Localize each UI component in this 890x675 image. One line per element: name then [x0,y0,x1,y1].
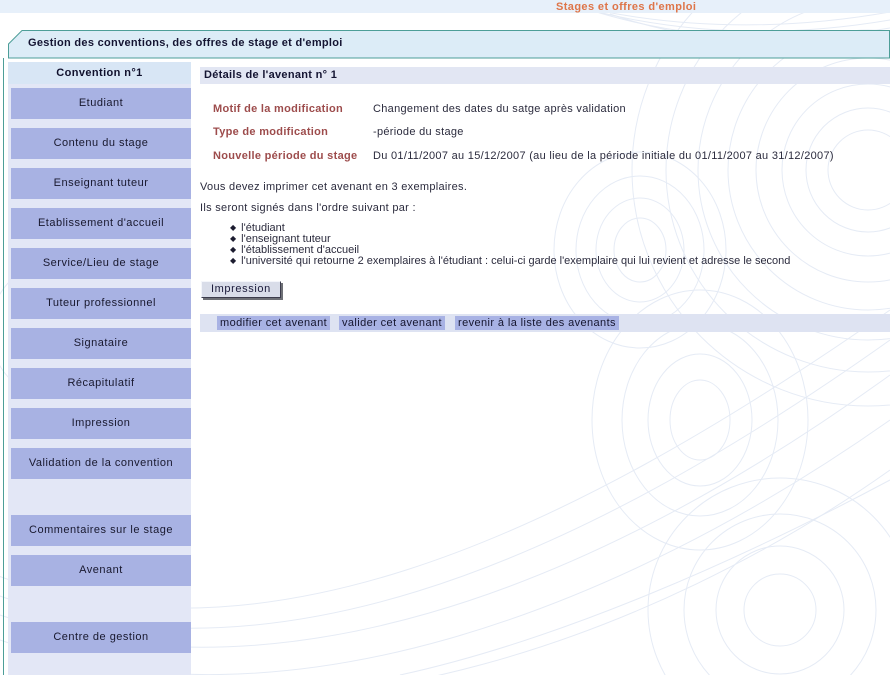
diamond-bullet-icon: ◆ [230,256,237,265]
sidebar-item-signataire[interactable]: Signataire [11,328,191,359]
app-title: Stages et offres d'emploi [556,1,697,13]
diamond-bullet-icon: ◆ [230,245,237,254]
bullet-text: l'établissement d'accueil [241,244,360,256]
field-label-type: Type de modification [213,126,329,138]
sidebar-item-validation-convention[interactable]: Validation de la convention [11,448,191,479]
sidebar-item-impression[interactable]: Impression [11,408,191,439]
field-value-periode: Du 01/11/2007 au 15/12/2007 (au lieu de la période initiale du 01/11/2007 au 31/12/2007) [373,150,834,162]
section-title: Détails de l'avenant n° 1 [204,69,338,81]
field-value-motif: Changement des dates du satge après validation [373,103,626,115]
impression-button[interactable]: Impression [201,281,281,298]
field-label-periode: Nouvelle période du stage [213,150,358,162]
sidebar-item-etablissement-accueil[interactable]: Etablissement d'accueil [11,208,191,239]
sidebar-spacer [8,595,191,622]
bullet-text: l'enseignant tuteur [241,233,331,245]
sidebar-item-centre-de-gestion[interactable]: Centre de gestion [11,622,191,653]
sidebar-item-etudiant[interactable]: Etudiant [11,88,191,119]
field-row-periode [213,150,890,164]
sidebar-item-enseignant-tuteur[interactable]: Enseignant tuteur [11,168,191,199]
sidebar-item-service-lieu-de-stage[interactable]: Service/Lieu de stage [11,248,191,279]
sidebar-item-tuteur-professionnel[interactable]: Tuteur professionnel [11,288,191,319]
diamond-bullet-icon: ◆ [230,223,237,232]
field-label-motif: Motif de la modification [213,103,344,115]
field-row-type [213,126,890,140]
content-left-border [3,58,4,675]
sidebar-item-recapitulatif[interactable]: Récapitulatif [11,368,191,399]
revenir-liste-avenants-link[interactable]: revenir à la liste des avenants [455,316,619,330]
sidebar-header-convention: Convention n°1 [8,62,191,84]
sidebar-item-commentaires-stage[interactable]: Commentaires sur le stage [11,515,191,546]
field-value-type: -période du stage [373,126,464,138]
valider-avenant-link[interactable]: valider cet avenant [339,316,445,330]
list-item [230,255,790,267]
instruction-line-2: Ils seront signés dans l'ordre suivant par : [200,202,416,214]
sidebar-item-contenu-du-stage[interactable]: Contenu du stage [11,128,191,159]
instruction-line-1: Vous devez imprimer cet avenant en 3 exemplaires. [200,181,468,193]
diamond-bullet-icon: ◆ [230,234,237,243]
sidebar-spacer [8,488,191,515]
bullet-text: l'étudiant [241,222,285,234]
bullet-text: l'université qui retourne 2 exemplaires à l'étudiant : celui-ci garde l'exemplaire qui lui revient et adresse le second [241,255,791,267]
top-strip [0,0,890,13]
sidebar [8,62,191,675]
modifier-avenant-link[interactable]: modifier cet avenant [217,316,330,330]
sidebar-item-avenant[interactable]: Avenant [11,555,191,586]
page-title: Gestion des conventions, des offres de stage et d'emploi [28,37,343,49]
field-row-motif [213,103,890,117]
